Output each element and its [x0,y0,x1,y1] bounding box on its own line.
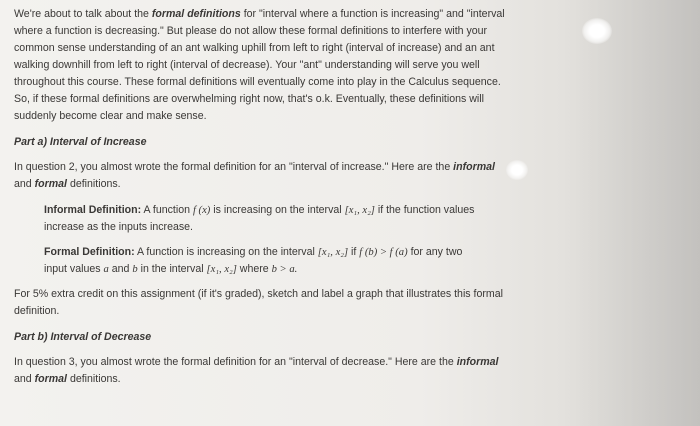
interval-notation: [x₁, x₂] [206,264,237,275]
informal-definition [44,202,484,236]
formal-emphasis: formal [34,373,68,385]
condition: b > a. [271,264,298,275]
formal-emphasis: formal [34,178,68,190]
intro-text: We're about to talk about the [14,8,152,20]
extra-credit-paragraph: For 5% extra credit on this assignment (if it's graded), sketch and label a graph that illustrates this formal definition. [14,288,503,317]
interval-notation: [x₁, x₂] [317,247,349,258]
informal-emphasis: informal [456,356,499,368]
definition-text: A function [141,204,193,216]
conjunction: and [14,373,35,385]
part-b-intro-text: In question 3, you almost wrote the formal definition for an "interval of decrease." Here are the [14,356,457,368]
definition-text: is increasing on the interval [210,204,345,216]
variable-b: b [132,264,138,275]
definition-text: in the interval [137,263,207,275]
intro-text-rest: for "interval where a function is increasing" and "interval where a function is decreasing." But please do not allow these formal definitions to interfere with your common sense understanding of an ant walking uphill from left to right (interval of increase) and an ant walking downhill from left to right (interval of decrease). Your "ant" understanding will serve you well throughout this course. These formal definitions will eventually come into play in the Calculus sequence. So, if these formal definitions are overwhelming right now, that's o.k. Eventually, these definitions will suddenly become clear and make sense. [14,8,505,122]
document-page [14,6,514,397]
definition-text: A function is increasing on the interval [134,246,318,258]
informal-emphasis: informal [453,161,495,173]
interval-notation: [x₁, x₂] [344,205,375,216]
part-a-intro-text: In question 2, you almost wrote the formal definition for an "interval of increase." Here are the [14,161,454,173]
light-glare [582,18,612,44]
formal-definition-label: Formal Definition: [44,246,135,258]
part-a-heading: Part a) Interval of Increase [14,136,147,148]
part-b-intro [14,354,514,388]
part-a-intro-end: definitions. [67,178,121,190]
informal-definition-label: Informal Definition: [44,204,142,216]
intro-paragraph [14,6,514,125]
definition-text: for any two input values [44,246,463,275]
formal-definition [44,244,484,278]
definition-text: if [348,246,360,258]
definition-text: if the function values increase as the inputs increase. [44,204,475,233]
definition-text: where [236,263,272,275]
part-b-intro-end: definitions. [67,373,121,385]
part-a-intro [14,159,514,193]
page-shadow [560,0,700,426]
function-notation: f (x) [192,205,211,216]
variable-a: a [103,264,109,275]
definition-text: and [108,263,133,275]
intro-emphasis: formal definitions [151,8,241,20]
conjunction: and [14,178,35,190]
part-b-heading: Part b) Interval of Decrease [14,331,152,343]
inequality: f (b) > f (a) [359,247,408,258]
